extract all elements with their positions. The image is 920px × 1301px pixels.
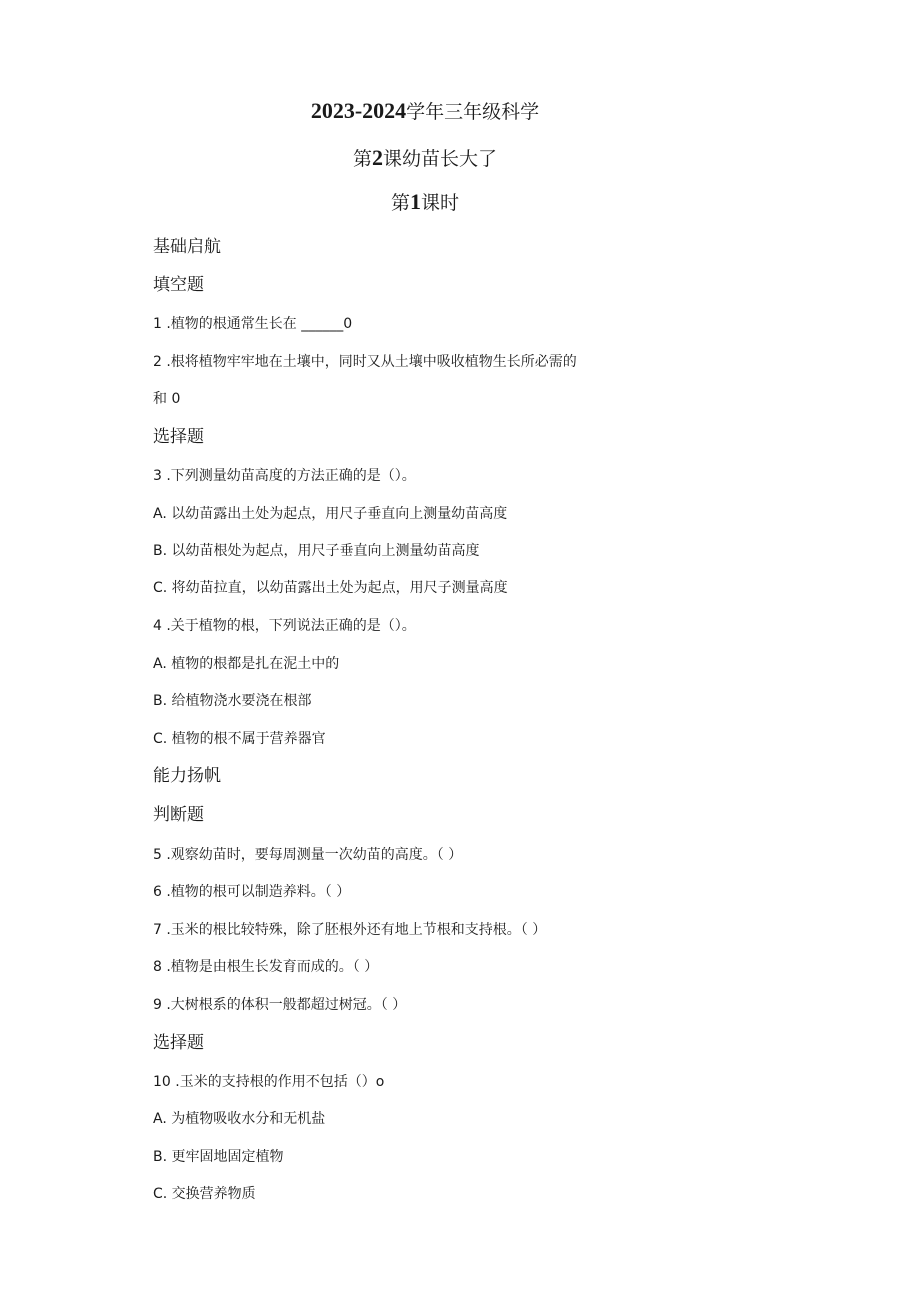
question-10-option-a: A. 为植物吸收水分和无机盐	[153, 1111, 326, 1127]
title-year: 2023-2024	[310, 98, 407, 123]
period-number: 1	[410, 189, 421, 214]
subsection-heading-choice-2: 选择题	[153, 1033, 204, 1053]
period-title	[0, 190, 850, 215]
title-text: 学年三年级科学	[406, 101, 540, 123]
section-heading-basic: 基础启航	[153, 237, 221, 257]
question-5: 5 .观察幼苗时，要每周测量一次幼苗的高度。（ ）	[153, 847, 463, 863]
subsection-heading-fill: 填空题	[153, 275, 204, 295]
question-3-option-a: A. 以幼苗露出土处为起点，用尺子垂直向上测量幼苗高度	[153, 506, 508, 522]
subsection-heading-choice-1: 选择题	[153, 427, 204, 447]
question-2-line-1: 2 .根将植物牢牢地在土壤中，同时又从土壤中吸收植物生长所必需的	[153, 354, 577, 370]
question-3: 3 .下列测量幼苗高度的方法正确的是（）。	[153, 468, 416, 484]
period-name: 课时	[421, 192, 460, 214]
question-4-option-a: A. 植物的根都是扎在泥土中的	[153, 656, 340, 672]
question-2-line-2: 和 0	[153, 391, 181, 407]
question-10-option-c: C. 交换营养物质	[153, 1186, 256, 1202]
lesson-number: 2	[372, 145, 383, 170]
lesson-prefix: 第	[352, 148, 372, 170]
lesson-title	[0, 146, 850, 171]
question-8: 8 .植物是由根生长发育而成的。（ ）	[153, 959, 379, 975]
question-3-option-b: B. 以幼苗根处为起点，用尺子垂直向上测量幼苗高度	[153, 543, 480, 559]
subsection-heading-judge: 判断题	[153, 805, 204, 825]
document-title	[0, 99, 850, 124]
section-heading-advanced: 能力扬帆	[153, 766, 221, 786]
question-4-option-c: C. 植物的根不属于营养器官	[153, 731, 326, 747]
question-10-option-b: B. 更牢固地固定植物	[153, 1149, 284, 1165]
lesson-name: 课幼苗长大了	[383, 148, 498, 170]
question-4: 4 .关于植物的根，下列说法正确的是（）。	[153, 618, 416, 634]
question-10: 10 .玉米的支持根的作用不包括（）o	[153, 1074, 385, 1090]
question-7: 7 .玉米的根比较特殊，除了胚根外还有地上节根和支持根。（ ）	[153, 922, 547, 938]
question-1: 1 .植物的根通常生长在 ______0	[153, 316, 353, 332]
question-6: 6 .植物的根可以制造养料。（ ）	[153, 884, 351, 900]
question-9: 9 .大树根系的体积一般都超过树冠。（ ）	[153, 997, 407, 1013]
question-3-option-c: C. 将幼苗拉直，以幼苗露出土处为起点，用尺子测量高度	[153, 580, 508, 596]
question-4-option-b: B. 给植物浇水要浇在根部	[153, 693, 312, 709]
period-prefix: 第	[390, 192, 410, 214]
